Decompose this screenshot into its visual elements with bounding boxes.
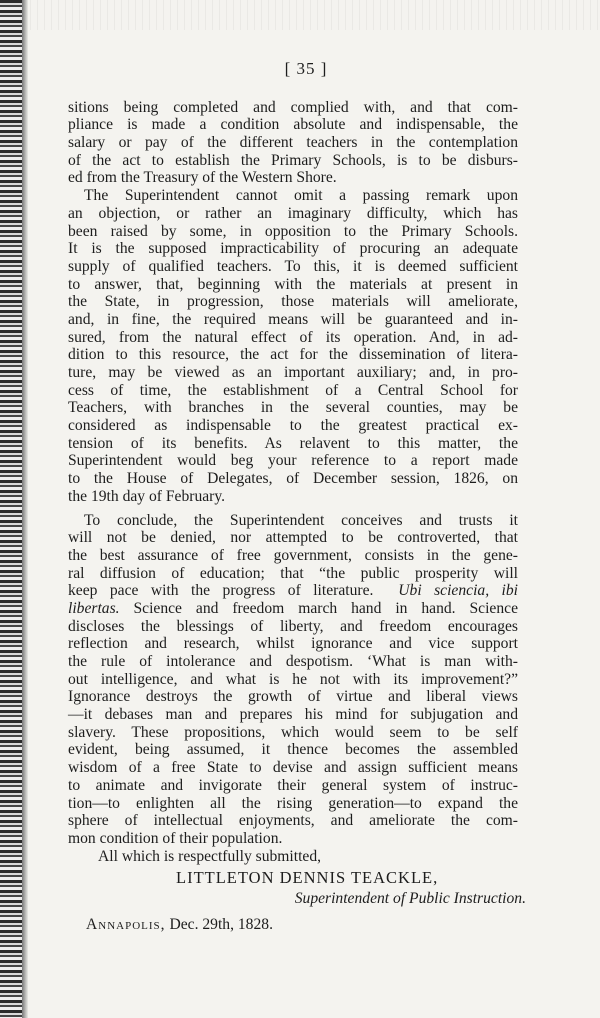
text-line: salary or pay of the different teachers in the contemplation <box>68 134 518 152</box>
text-line: the rule of intolerance and despotism. ‘What is man with- <box>68 653 518 671</box>
place: Annapolis, <box>86 916 166 934</box>
text-line: —it debases man and prepares his mind for subjugation and <box>68 706 518 724</box>
text-line: the best assurance of free government, consists in the gene- <box>68 546 518 564</box>
text-line: and, in fine, the required means will be guaranteed and in- <box>68 310 518 328</box>
document-page <box>68 59 526 934</box>
text-line: to animate and invigorate their general system of instruc- <box>68 776 518 794</box>
binding-edge <box>0 0 22 1018</box>
text-line: sphere of intellectual enjoyments, and ameliorate the com- <box>68 812 518 830</box>
text-line-with-latin <box>68 582 518 600</box>
signer-name: LITTLETON DENNIS TEACKLE, <box>176 868 439 888</box>
signer-title: Superintendent of Public Instruction. <box>294 890 526 908</box>
text-line: Teachers, with branches in the several counties, may be <box>68 399 518 417</box>
text-line-with-latin <box>68 600 518 618</box>
text-line: the State, in progression, those materials will ameliorate, <box>68 293 518 311</box>
text-segment: Science and freedom march hand in hand. Science <box>133 599 518 617</box>
text-line: will not be denied, nor attempted to be controverted, that <box>68 529 518 547</box>
text-line: to the House of Delegates, of December session, 1826, on <box>68 470 518 488</box>
dateline <box>86 916 518 934</box>
paragraph-start: To conclude, the Superintendent conceives and trusts it <box>84 511 518 529</box>
page-number: [ 35 ] <box>284 59 328 78</box>
latin-phrase: Ubi sciencia, ibi <box>398 582 518 600</box>
text-line: an objection, or rather an imaginary difficulty, which has <box>68 204 518 222</box>
gutter-shadow <box>22 0 28 1018</box>
text-line: been raised by some, in opposition to the Primary Schools. <box>68 222 518 240</box>
text-line: Superintendent would beg your reference to a report made <box>68 452 518 470</box>
text-line: the 19th day of February. <box>68 487 226 505</box>
paper-speckle <box>30 0 600 30</box>
text-segment: keep pace with the progress of literature. <box>68 582 374 600</box>
text-line: considered as indispensable to the greatest practical ex- <box>68 417 518 435</box>
closing-line: All which is respectfully submitted, <box>98 847 322 865</box>
text-line: ture, may be viewed as an important auxiliary; and, in pro- <box>68 364 518 382</box>
text-line: pliance is made a condition absolute and indispensable, the <box>68 116 518 134</box>
text-line: It is the supposed impracticability of procuring an adequate <box>68 240 518 258</box>
latin-phrase-end: libertas. <box>68 599 120 617</box>
text-line: sitions being completed and complied with, and that com- <box>68 98 518 116</box>
text-line: discloses the blessings of liberty, and freedom encourages <box>68 617 518 635</box>
text-line: tension of its benefits. As relavent to this matter, the <box>68 434 518 452</box>
paragraph-start: The Superintendent cannot omit a passing remark upon <box>84 187 518 205</box>
text-line: sured, from the natural effect of its operation. And, in ad- <box>68 328 518 346</box>
text-line: ed from the Treasury of the Western Shore. <box>68 169 337 187</box>
text-line: to answer, that, beginning with the materials at present in <box>68 275 518 293</box>
text-line: cess of time, the establishment of a Central School for <box>68 381 518 399</box>
text-line: slavery. These propositions, which would seem to be self <box>68 723 518 741</box>
text-line: evident, being assumed, it thence becomes the assembled <box>68 741 518 759</box>
text-line: mon condition of their population. <box>68 829 283 847</box>
date: Dec. 29th, 1828. <box>169 916 273 934</box>
text-line: dition to this resource, the act for the dissemination of litera- <box>68 346 518 364</box>
text-line: out intelligence, and what is he not with its improvement?” <box>68 670 518 688</box>
text-line: wisdom of a free State to devise and assign sufficient means <box>68 759 518 777</box>
text-line: of the act to establish the Primary Schools, is to be disburs- <box>68 151 518 169</box>
text-line: Ignorance destroys the growth of virtue and liberal views <box>68 688 518 706</box>
text-line: supply of qualified teachers. To this, it is deemed sufficient <box>68 257 518 275</box>
text-line: tion—to enlighten all the rising generation—to expand the <box>68 794 518 812</box>
text-line: ral diffusion of education; that “the public prosperity will <box>68 564 518 582</box>
text-line: reflection and research, whilst ignorance and vice support <box>68 635 518 653</box>
